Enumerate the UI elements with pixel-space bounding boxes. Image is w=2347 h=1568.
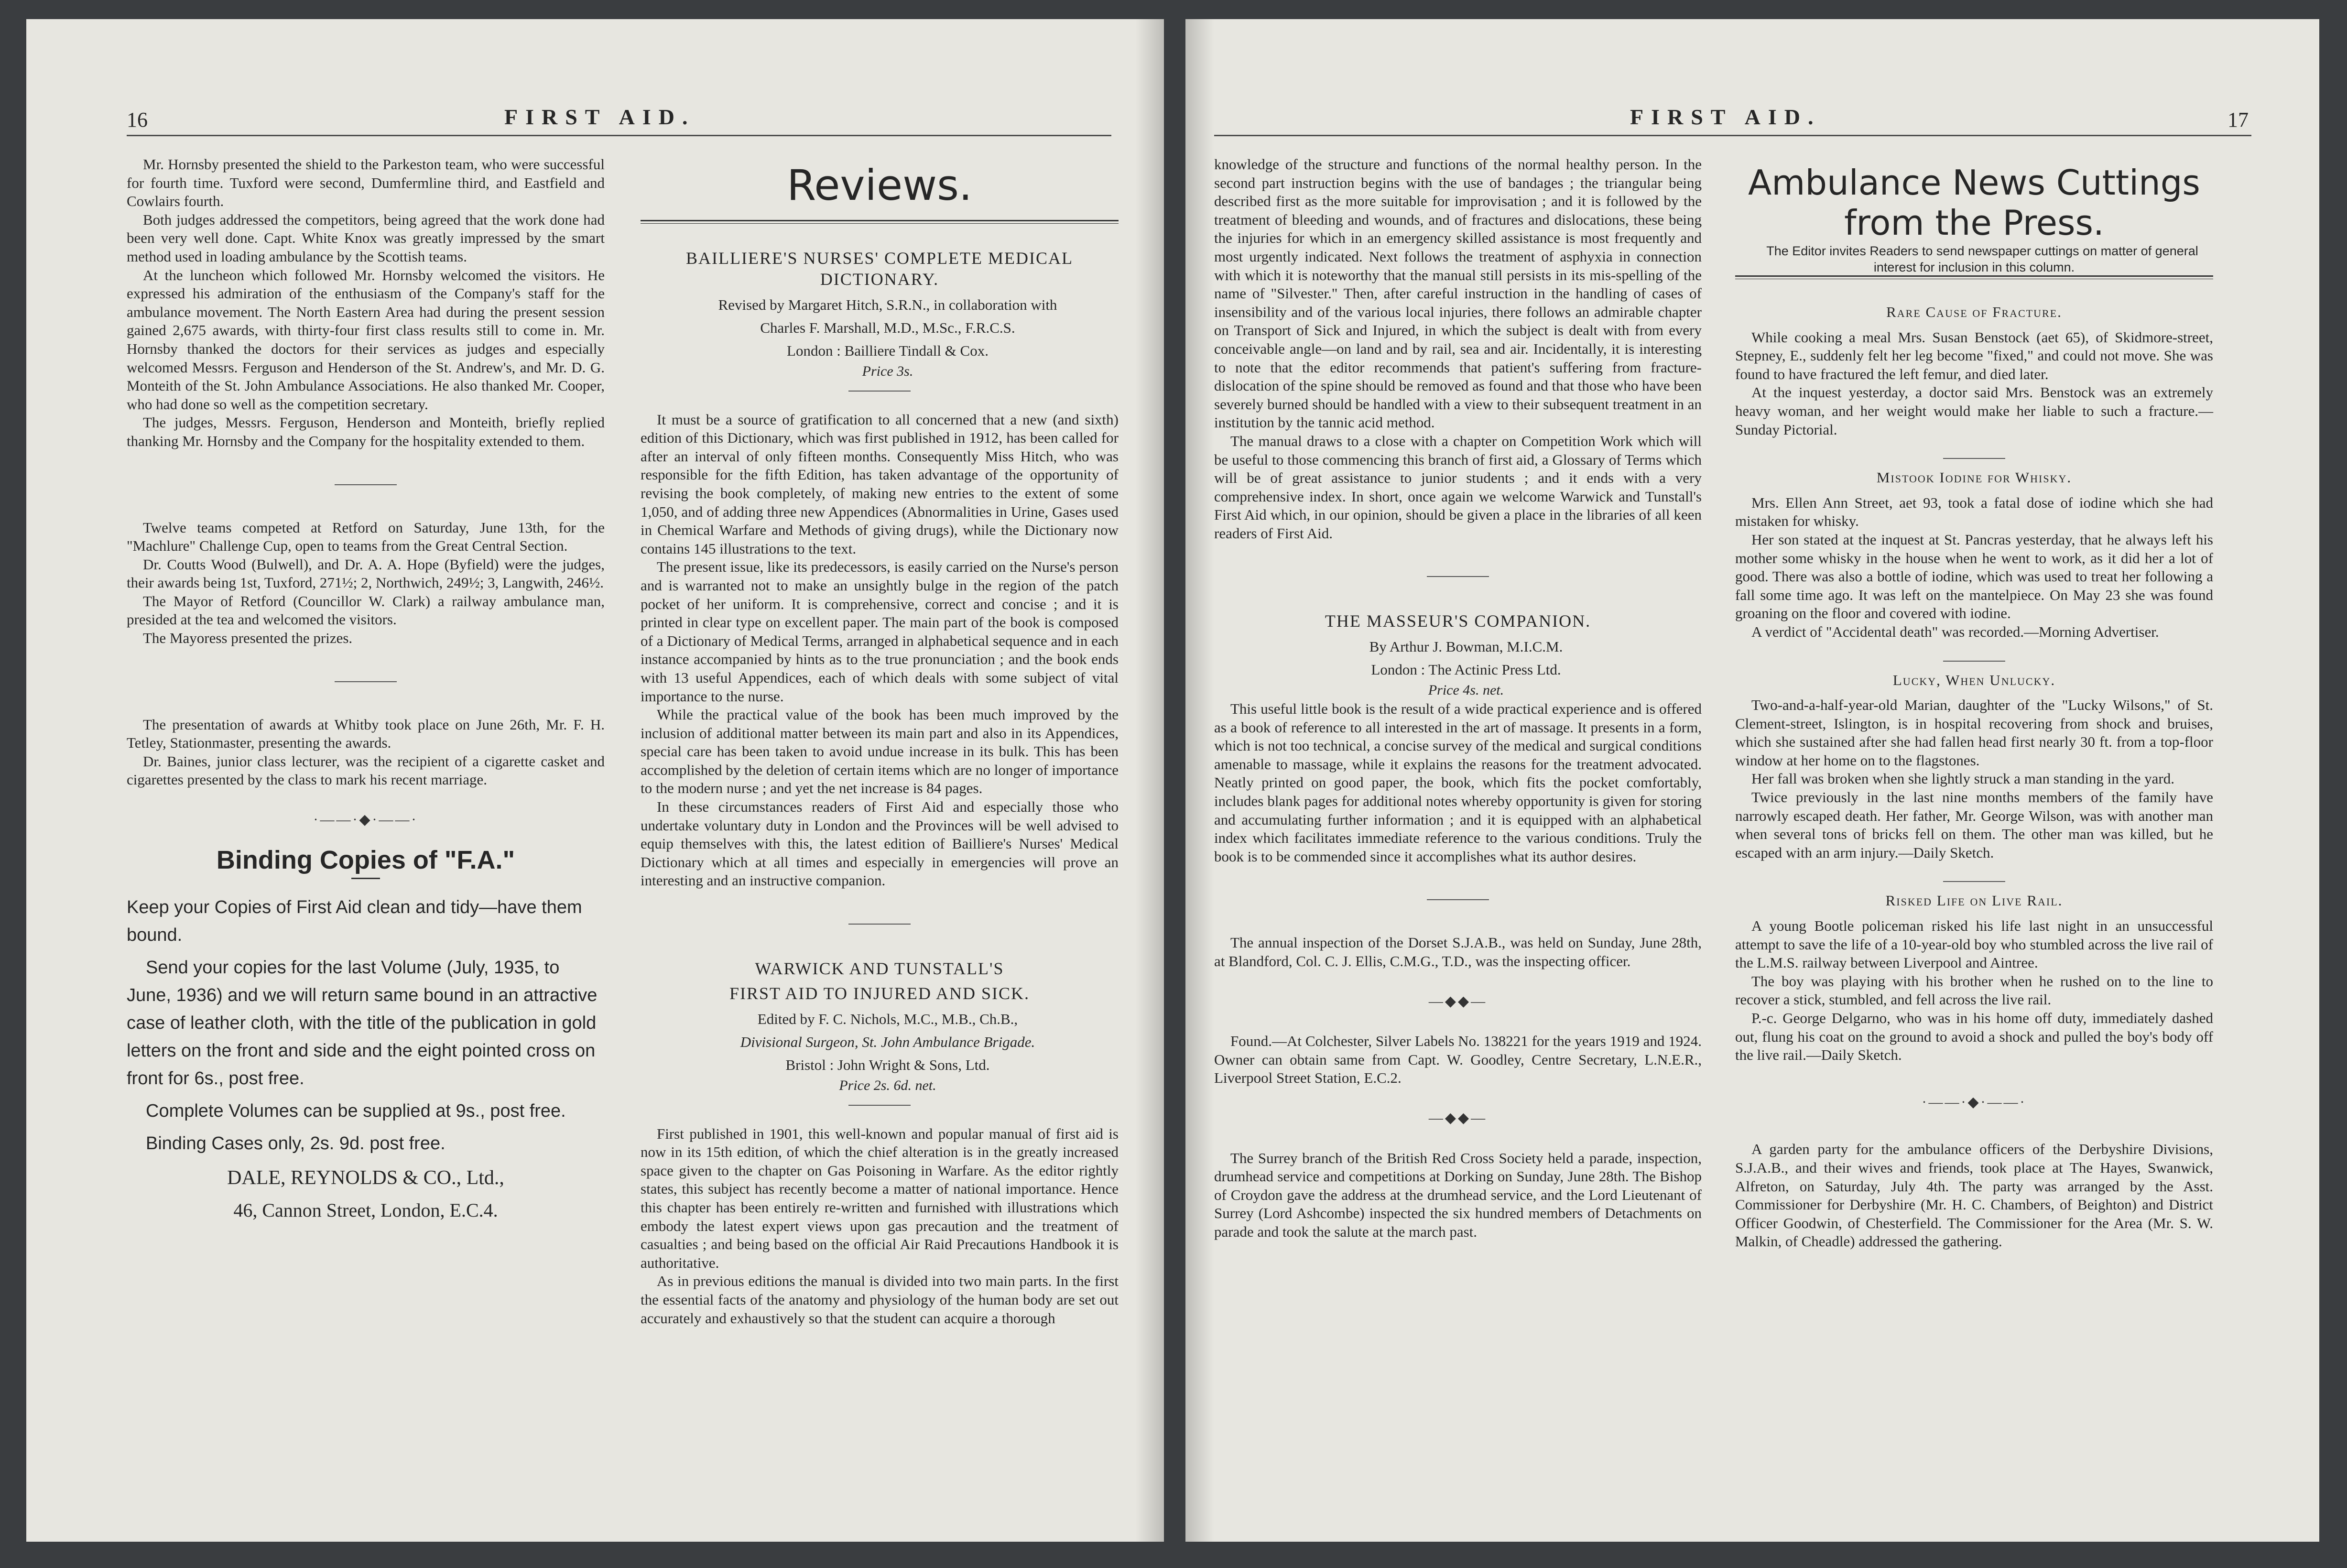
left-column-1 xyxy=(127,155,605,1229)
review-price: Price 4s. net. xyxy=(1428,682,1504,698)
ad-title: Binding Copies of "F.A." xyxy=(216,845,515,874)
running-head: FIRST AID. xyxy=(504,105,695,129)
review-price: Price 3s. xyxy=(862,363,913,379)
section-divider xyxy=(335,484,397,485)
review-byline: Divisional Surgeon, St. John Ambulance Brigade. xyxy=(740,1034,1035,1051)
news-paragraph: Twice previously in the last nine months members of the family have narrowly escaped death. Her father, Mr. George Wilson, was with another man when several tons of bricks fell on them. The other man was killed, but he escaped with an arm injury.—Daily Sketch. xyxy=(1735,789,2213,861)
ornament-divider: —◆◆— xyxy=(1428,1110,1488,1126)
paragraph: At the luncheon which followed Mr. Hornsby welcomed the visitors. He expressed his admiration of the enthusiasm of the Company's staff for the ambulance movement. The North Eastern Area had during the present session gained 2,675 awards, with thirty-four first class results still to come in. Mr. Hornsby thanked the doctors for their services as judges and especially welcomed Messrs. Ferguson and Henderson of the St. Andrew's, and Mr. D. G. Monteith of the St. John Ambulance Associations. He also thanked Mr. Cooper, who had done so well as the competition secretary. xyxy=(127,266,605,413)
paragraph: The Mayor of Retford (Councillor W. Clark) a railway ambulance man, presided at the tea and welcomed the visitors. xyxy=(127,592,605,628)
review-byline: Edited by F. C. Nichols, M.C., M.B., Ch.B., xyxy=(757,1011,1018,1028)
news-paragraph: Her fall was broken when she lightly struck a man standing in the yard. xyxy=(1751,770,2174,787)
review-heading: BAILLIERE'S NURSES' COMPLETE MEDICAL DICTIONARY. xyxy=(686,249,1073,289)
section-title: from the Press. xyxy=(1844,203,2104,243)
ornament-divider: ·——·◆·——· xyxy=(313,812,418,828)
gutter-shadow xyxy=(1185,19,1214,1542)
review-price: Price 2s. 6d. net. xyxy=(839,1078,936,1094)
news-paragraph: At the inquest yesterday, a doctor said Mrs. Benstock was an extremely heavy woman, and her weight would make her liable to such a fracture.—Sunday Pictorial. xyxy=(1735,384,2213,438)
review-heading: THE MASSEUR'S COMPANION. xyxy=(1325,611,1591,631)
paragraph: knowledge of the structure and functions of the normal healthy person. In the second part instruction begins with the use of bandages ; the triangular being described first as the more suitable for improvisation ; and it is followed by the treatment of bleeding and wounds, and of fractures and dislocations, these being the injuries for which in an emergency skilled assistance is most frequently and most urgently indicated. Next follows the treatment of asphyxia in connection with which it is noteworthy that the manual still persists in its mis-spelling of the name of "Silvester." Then, after careful instruction in the handling of cases of insensibility and of the various local injuries, there follows an admirable chapter on Transport of Sick and Injured, in which the subject is dealt with from every conceivable angle—on land and by rail, sea and air. Incidentally, it is interesting to note that the editor recommends that patient's suffering from fracture-dislocation of the spine should be removed as found and that those who have been severely burned should be handled with a view to their subsequent treatment in an institution by the tannic acid method. xyxy=(1214,156,1702,431)
section-divider xyxy=(1427,899,1489,900)
section-divider xyxy=(335,681,397,682)
news-paragraph: Mrs. Ellen Ann Street, aet 93, took a fatal dose of iodine which she had mistaken for whisky. xyxy=(1735,494,2213,530)
news-divider xyxy=(1943,661,2005,662)
news-paragraph: Her son stated at the inquest at St. Pancras yesterday, that he always left his mother some whisky in the house when he went to work, as it did her a lot of good. There was also a bottle of iodine, which was used to treat her following a fall some time ago. It was left on the mantelpiece. On May 23 she was found groaning on the floor and covered with iodine. xyxy=(1735,531,2213,622)
left-column-2 xyxy=(641,163,1119,1328)
news-paragraph: P.-c. George Delgarno, who was in his home off duty, immediately dashed out, flung his coat on the ground to avoid a shock and pulled the boy's body off the live rail.—Daily Sketch. xyxy=(1735,1010,2213,1064)
news-item xyxy=(1735,468,2213,641)
news-divider xyxy=(1943,881,2005,882)
review-paragraph: The present issue, like its predecessors, is easily carried on the Nurse's person and is warranted not to make an unsightly bulge in the region of the patch pocket of her uniform. It is comprehensive, correct and concise ; and it is printed in clear type on excellent paper. The main part of the book is composed of a Dictionary of Medical Terms, arranged in alphabetical sequence and in each instance accompanied by hints as to the true pronunciation ; and the book ends with 13 useful Appendices, each of which deals with some subject of vital importance to the nurse. xyxy=(641,558,1119,705)
paragraph: The Mayoress presented the prizes. xyxy=(143,630,353,647)
ornament-divider: —◆◆— xyxy=(1428,993,1488,1009)
header-rule xyxy=(127,135,1111,136)
review-paragraph: While the practical value of the book has been much improved by the inclusion of additional matter between its main part and also in its Appendices, special care has been taken to avoid undue increase in its bulk. This has been accomplished by the deletion of certain items which are no longer of importance to the modern nurse ; and yet the net increase is 84 pages. xyxy=(641,706,1119,797)
page-number: 16 xyxy=(127,108,148,131)
review-heading: WARWICK AND TUNSTALL'S xyxy=(755,959,1004,979)
header-rule xyxy=(1214,135,2251,136)
news-heading: Risked Life on Live Rail. xyxy=(1885,892,2063,909)
paragraph: The presentation of awards at Whitby took place on June 26th, Mr. F. H. Tetley, Stationmaster, presenting the awards. xyxy=(127,716,605,751)
review-paragraph: This useful little book is the result of a wide practical experience and is offered as a book of reference to all interested in the art of massage. It presents in a form, which is not too technical, a concise survey of the medical and surgical conditions amenable to massage, while it explains the reasons for the treatment advocated. Neatly printed on good paper, the book, which fits the pocket comfortably, includes blank pages for additional notes whereby opportunity is given for storing and accumulating further information ; and it is equipped with an alphabetical index which facilitates immediate reference to the various conditions. Truly the book is to be commended since it accomplishes what its author desires. xyxy=(1214,700,1702,865)
review-paragraph: It must be a source of gratification to all concerned that a new (and sixth) edition of this Dictionary, which was first published in 1912, has been called for after an interval of only fifteen months. Consequently Miss Hitch, who was responsible for the fifth Edition, has taken advantage of the opportunity of revising the book completely, of making new entries to the extent of some 1,050, and of adding three new Appendices (Abnormalities in Urine, Gases used in Chemical Warfare and Methods of giving drugs), while the Dictionary now contains 145 illustrations to the text. xyxy=(641,411,1119,557)
news-item xyxy=(1735,671,2213,862)
news-divider xyxy=(1943,458,2005,459)
paragraph: Dr. Baines, junior class lecturer, was the recipient of a cigarette casket and cigarettes presented by the class to mark his recent marriage. xyxy=(127,752,605,788)
paragraph: A garden party for the ambulance officers of the Derbyshire Divisions, S.J.A.B., and their wives and friends, took place at The Hayes, Swanwick, Alfreton, on Saturday, July 4th. The party was arranged by the Asst. Commissioner for Derbyshire (Mr. H. C. Chambers, of Beighton) and District Officer Goodwin, of Chesterfield. The Commissioner for the Area (Mr. S. W. Malkin, of Cheadle) addressed the gathering. xyxy=(1735,1141,2213,1250)
paragraph: The Surrey branch of the British Red Cross Society held a parade, inspection, drumhead service and competitions at Dorking on Sunday, June 28th. The Bishop of Croydon gave the address at the drumhead service, and the Lord Lieutenant of Surrey (Lord Ashcombe) inspected the six hundred members of Detachments on parade and took the salute at the march past. xyxy=(1214,1149,1702,1240)
news-paragraph: A verdict of "Accidental death" was recorded.—Morning Advertiser. xyxy=(1751,623,2159,640)
running-head: FIRST AID. xyxy=(1630,105,1821,129)
review-paragraph: As in previous editions the manual is divided into two main parts. In the first the essential facts of the anatomy and physiology of the human body are set out accurately and exhaustively so that the student can acquire a thorough xyxy=(641,1273,1119,1327)
review-rule xyxy=(848,391,911,392)
review-byline: Charles F. Marshall, M.D., M.Sc., F.R.C.S. xyxy=(760,319,1015,336)
gutter-shadow xyxy=(1135,19,1164,1542)
review-warwick-tunstall xyxy=(641,958,1119,1328)
news-paragraph: While cooking a meal Mrs. Susan Benstock (aet 65), of Skidmore-street, Stepney, E., suddenly felt her leg become "fixed," and could not move. She was found to have fractured the left femur, and died later. xyxy=(1735,328,2213,382)
review-nurses-dictionary xyxy=(641,248,1119,890)
news-heading: Rare Cause of Fracture. xyxy=(1886,304,2062,320)
news-paragraph: A young Bootle policeman risked his life last night in an unsuccessful attempt to save the life of a 10-year-old boy who stumbled across the live rail of the L.M.S. railway between Liverpool and Aintree. xyxy=(1735,917,2213,971)
section-title: Reviews. xyxy=(787,161,972,210)
ad-paragraph: Binding Cases only, 2s. 9d. post free. xyxy=(146,1133,445,1154)
left-page xyxy=(26,19,1164,1542)
section-divider xyxy=(1427,576,1489,577)
news-heading: Mistook Iodine for Whisky. xyxy=(1876,469,2072,486)
paragraph: The manual draws to a close with a chapter on Competition Work which will be useful to those commencing this branch of first aid, a Glossary of Terms which will be of great assistance to junior students ; and it ends with a very comprehensive index. In short, once again we welcome Warwick and Tunstall's First Aid which, in our opinion, should be given a place in the libraries of all keen readers of First Aid. xyxy=(1214,432,1702,542)
ad-body xyxy=(127,893,605,1224)
paragraph: Twelve teams competed at Retford on Saturday, June 13th, for the "Machlure" Challenge Cup, open to teams from the Great Central Section. xyxy=(127,519,605,555)
review-rule xyxy=(848,1105,911,1106)
paragraph: Found.—At Colchester, Silver Labels No. 138221 for the years 1919 and 1924. Owner can obtain same from Capt. W. Goodley, Centre Secretary, L.N.E.R., Liverpool Street Station, E.C.2. xyxy=(1214,1033,1702,1087)
right-column-1 xyxy=(1214,155,1702,1241)
news-paragraph: Two-and-a-half-year-old Marian, daughter of the "Lucky Wilsons," of St. Clement-street, Islington, is in hospital recovering from shock and bruises, which she sustained after she had fallen head first nearly 30 ft. from a top-floor window at her home on to the flagstones. xyxy=(1735,697,2213,769)
review-publisher: London : Bailliere Tindall & Cox. xyxy=(787,342,989,359)
review-masseurs-companion xyxy=(1214,610,1702,866)
news-heading: Lucky, When Unlucky. xyxy=(1892,671,2056,688)
binding-advertisement xyxy=(127,845,605,1225)
review-byline: By Arthur J. Bowman, M.I.C.M. xyxy=(1369,638,1563,655)
review-heading: FIRST AID TO INJURED AND SICK. xyxy=(729,984,1030,1003)
title-rule xyxy=(641,220,1119,224)
review-publisher: Bristol : John Wright & Sons, Ltd. xyxy=(785,1056,990,1074)
section-divider xyxy=(848,924,911,925)
ad-company: DALE, REYNOLDS & CO., Ltd., xyxy=(227,1167,504,1189)
news-item xyxy=(1735,892,2213,1064)
paragraph: Mr. Hornsby presented the shield to the Parkeston team, who were successful for fourth time. Tuxford were second, Dumfermline third, and Eastfield and Cowlairs fourth. xyxy=(127,156,605,210)
paragraph: Dr. Coutts Wood (Bulwell), and Dr. A. A. Hope (Byfield) were the judges, their awards being 1st, Tuxford, 271½; 2, Northwich, 249½; 3, Langwith, 246½. xyxy=(127,555,605,591)
ornament-divider: ·——·◆·——· xyxy=(1922,1094,2027,1110)
ad-paragraph: Keep your Copies of First Aid clean and tidy—have them bound. xyxy=(127,897,582,946)
page-number: 17 xyxy=(2227,108,2249,131)
news-paragraph: The boy was playing with his brother when he rushed on to the line to recover a stick, stumbled, and fell across the live rail. xyxy=(1735,972,2213,1008)
right-column-2 xyxy=(1735,163,2213,1251)
paragraph: The annual inspection of the Dorset S.J.A.B., was held on Sunday, June 28th, at Blandford, Col. C. J. Ellis, C.M.G., T.D., was the inspecting officer. xyxy=(1214,934,1702,969)
review-paragraph: In these circumstances readers of First Aid and especially those who undertake voluntary duty in London and the Provinces will be well advised to equip themselves with this, the latest edition of Bailliere's Nurses' Medical Dictionary which at all times and especially in emergencies will prove an interesting and an instructive companion. xyxy=(641,798,1119,889)
title-rule xyxy=(1735,275,2213,279)
ad-rule xyxy=(351,878,380,879)
review-publisher: London : The Actinic Press Ltd. xyxy=(1371,661,1561,678)
paragraph: The judges, Messrs. Ferguson, Henderson and Monteith, briefly replied thanking Mr. Hornsby and the Company for the hospitality extended to them. xyxy=(127,414,605,449)
news-item xyxy=(1735,303,2213,439)
column-intro: The Editor invites Readers to send newspaper cuttings on matter of general interest for inclusion in this column. xyxy=(1766,244,2198,274)
ad-paragraph: Complete Volumes can be supplied at 9s., post free. xyxy=(146,1101,566,1122)
section-title: Ambulance News Cuttings xyxy=(1748,163,2200,203)
paragraph: Both judges addressed the competitors, being agreed that the work done had been very well done. Capt. White Knox was greatly impressed by the smart method used in loading ambulance by the Scottish teams. xyxy=(127,211,605,265)
right-page xyxy=(1185,19,2319,1542)
ad-address: 46, Cannon Street, London, E.C.4. xyxy=(233,1199,498,1221)
review-paragraph: First published in 1901, this well-known and popular manual of first aid is now in its 15th edition, of which the chief alteration is in the greatly increased space given to the chapter on Gas Poisoning in Warfare. As the editor rightly states, this subject has recently become a matter of national importance. Hence this chapter has been entirely re-written and furnished with illustrations which embody the latest expert views upon gas precaution and the treatment of casualties ; and being based on the official Air Raid Precautions Handbook it is authoritative. xyxy=(641,1125,1119,1271)
ad-paragraph: Send your copies for the last Volume (July, 1935, to June, 1936) and we will return same bound in an attractive case of leather cloth, with the title of the publication in gold letters on the front and side and the eight pointed cross on front for 6s., post free. xyxy=(127,958,598,1089)
review-byline: Revised by Margaret Hitch, S.R.N., in collaboration with xyxy=(718,296,1057,313)
